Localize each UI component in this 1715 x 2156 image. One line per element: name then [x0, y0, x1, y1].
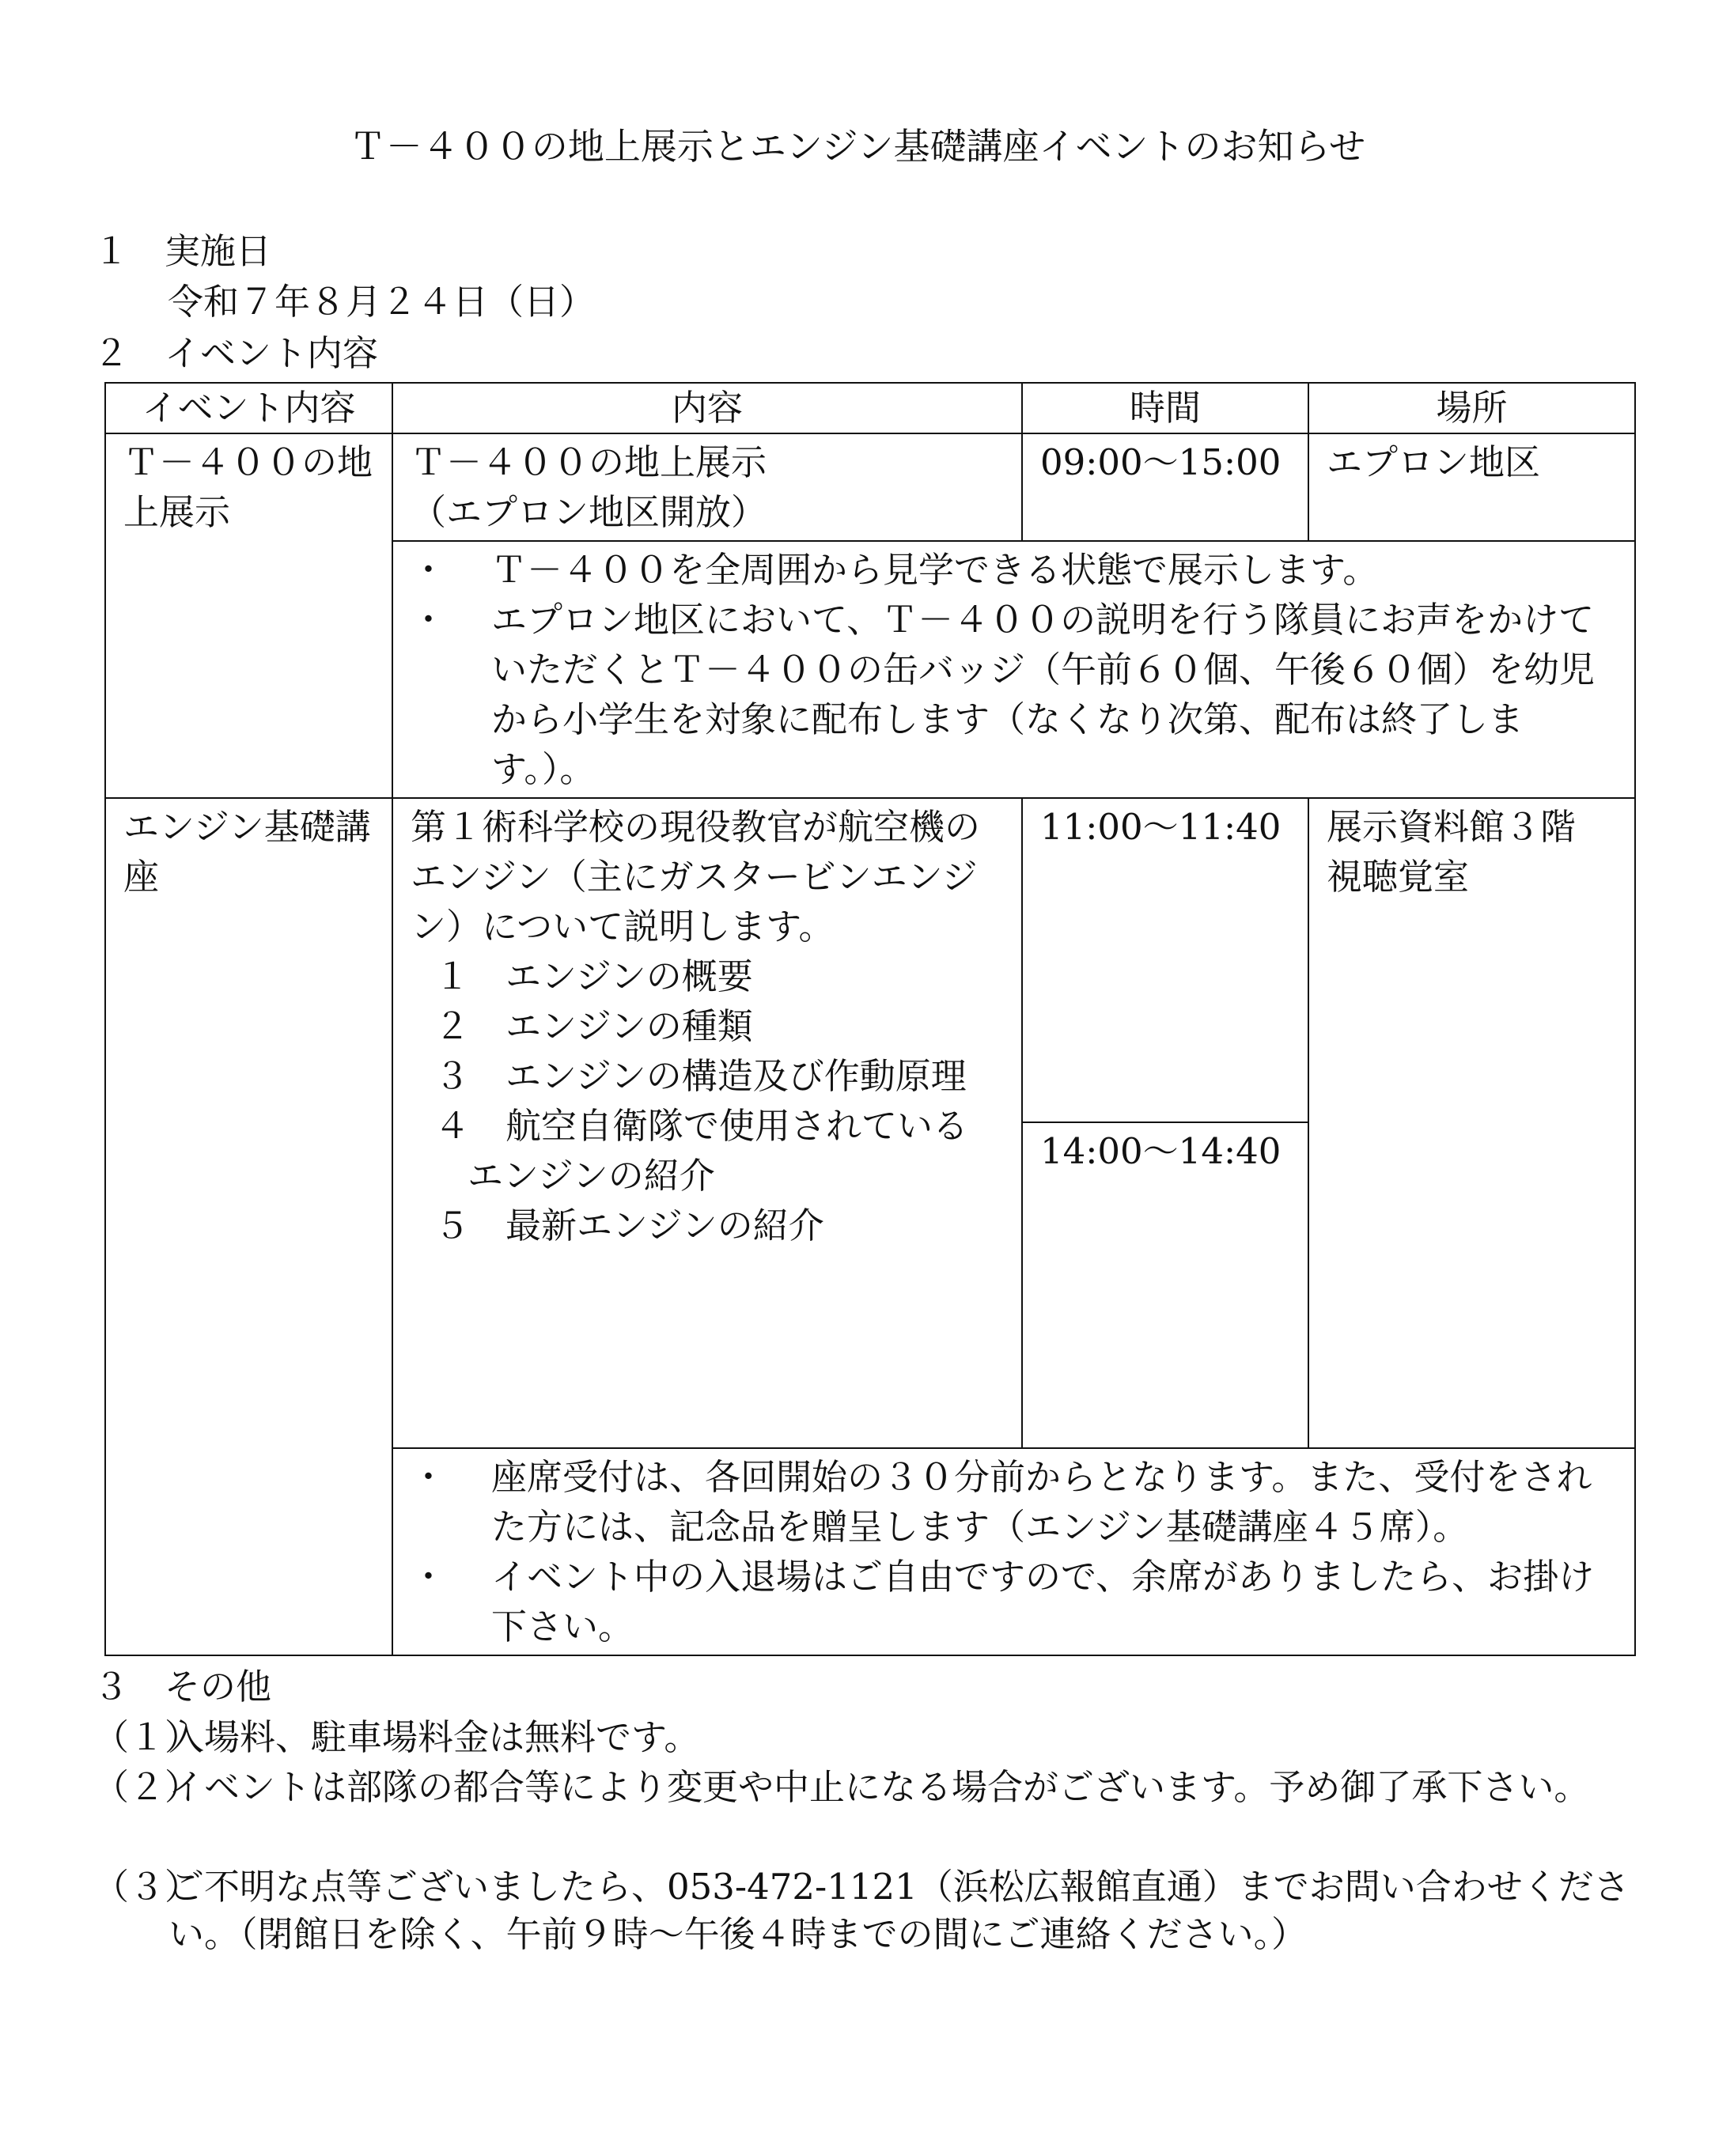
- item-number: ２: [434, 1005, 471, 1047]
- list-item: ・ イベント中の入退場はご自由ですので、余席がありましたら、お掛け下さい。: [411, 1552, 1617, 1651]
- other-item-label: （２）: [93, 1766, 201, 1808]
- notes-t400: [392, 541, 1635, 798]
- item-number: ３: [434, 1055, 471, 1097]
- event-date: 令和７年８月２４日（日）: [168, 281, 596, 323]
- time-engine-session1: 11:00～11:40: [1022, 798, 1308, 1122]
- place-engine-line1: 展示資料館３階: [1327, 806, 1577, 848]
- event-table: [104, 382, 1636, 1656]
- header-place: 場所: [1308, 383, 1635, 433]
- content-engine-intro: 第１術科学校の現役教官が航空機のエンジン（主にガスタービンエンジン）について説明します。: [411, 806, 981, 948]
- other-item-1: [93, 1714, 1636, 1761]
- item-text: エンジンの種類: [505, 1005, 753, 1047]
- header-content: 内容: [392, 383, 1022, 433]
- item-number: ５: [434, 1205, 471, 1246]
- place-engine: [1308, 798, 1635, 1448]
- list-item: ・ エプロン地区において、Ｔ－４００の説明を行う隊員にお声をかけていただくとＴ－４００の缶バッジ（午前６０個、午後６０個）を幼児から小学生を対象に配布します（なくなり次第、配布は終了します。）。: [411, 595, 1617, 794]
- item-text: エンジンの構造及び作動原理: [505, 1055, 967, 1097]
- item-text: 最新エンジンの紹介: [505, 1205, 824, 1246]
- content-engine: [392, 798, 1022, 1448]
- content-t400-line1: Ｔ－４００の地上展示: [411, 441, 767, 483]
- other-item-2: [93, 1764, 1636, 1811]
- item-number: ４: [434, 1105, 471, 1147]
- list-item: [411, 1201, 1007, 1250]
- other-item-label: （１）: [93, 1716, 201, 1758]
- other-item-text: イベントは部隊の都合等により変更や中止になる場合がございます。予め御了承下さい。: [168, 1766, 1590, 1808]
- notes-engine: [392, 1448, 1635, 1655]
- time-engine-session2: 14:00～14:40: [1022, 1122, 1308, 1448]
- item-text: エンジンの概要: [505, 955, 753, 997]
- header-time: 時間: [1022, 383, 1308, 433]
- table-row: [105, 798, 1635, 1122]
- list-item: [411, 1001, 1007, 1051]
- other-item-label: （３）: [93, 1866, 201, 1908]
- section1-heading: １ 実施日: [93, 230, 272, 272]
- other-item-3: [93, 1863, 1636, 1958]
- item-number: １: [434, 955, 471, 997]
- list-item: [411, 1101, 1007, 1151]
- list-item: ・ 座席受付は、各回開始の３０分前からとなります。また、受付をされた方には、記念品を贈呈します（エンジン基礎講座４５席）。: [411, 1452, 1617, 1552]
- table-header-row: [105, 383, 1635, 433]
- other-item-text: 入場料、駐車場料金は無料です。: [168, 1716, 700, 1758]
- item-text: 航空自衛隊で使用されている: [505, 1105, 969, 1147]
- list-item: ・ Ｔ－４００を全周囲から見学できる状態で展示します。: [411, 545, 1617, 595]
- page-title: Ｔ－４００の地上展示とエンジン基礎講座イベントのお知らせ: [349, 125, 1366, 168]
- section3-heading: ３ その他: [93, 1666, 272, 1708]
- event-name-t400: Ｔ－４００の地上展示: [105, 433, 392, 798]
- section2-heading: ２ イベント内容: [93, 332, 379, 374]
- content-t400-line2: （エプロン地区開放）: [411, 491, 767, 533]
- header-event: イベント内容: [105, 383, 392, 433]
- event-name-engine: エンジン基礎講座: [105, 798, 392, 1655]
- time-t400: 09:00～15:00: [1022, 433, 1308, 541]
- place-engine-line2: 視聴覚室: [1327, 856, 1470, 898]
- table-row: [105, 433, 1635, 541]
- list-item-continuation: エンジンの紹介: [468, 1155, 715, 1197]
- other-item-text: ご不明な点等ございましたら、053-472-1121（浜松広報館直通）までお問い合わせください。（閉館日を除く、午前９時～午後４時までの間にご連絡ください。）: [168, 1866, 1630, 1955]
- content-t400: [392, 433, 1022, 541]
- place-t400: エプロン地区: [1308, 433, 1635, 541]
- list-item: [411, 951, 1007, 1001]
- list-item: [411, 1051, 1007, 1101]
